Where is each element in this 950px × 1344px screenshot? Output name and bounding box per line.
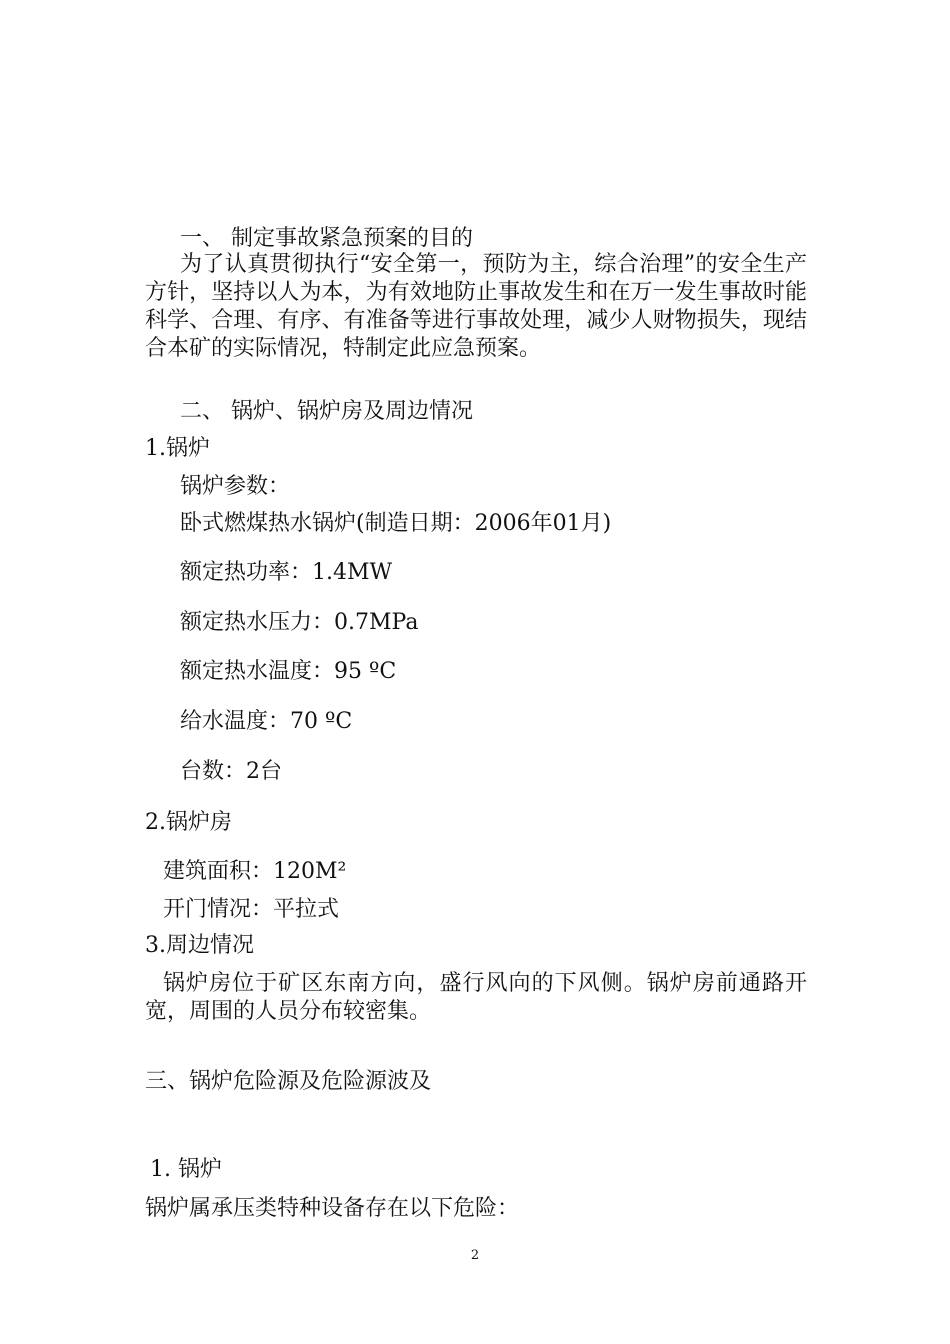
- surroundings-body: 锅炉房位于矿区东南方向，盛行风向的下风侧。锅炉房前通路开宽，周围的人员分布较密集。: [145, 971, 807, 1024]
- boiler-count: 台数：2台: [180, 759, 282, 784]
- section3-heading: 三、锅炉危险源及危险源波及: [145, 1069, 432, 1094]
- boiler-title: 1.锅炉: [145, 436, 210, 461]
- page-number: 2: [470, 1248, 480, 1263]
- boiler-room-area: 建筑面积：120M²: [163, 859, 347, 884]
- section3-subtitle: 1. 锅炉: [150, 1157, 222, 1182]
- section1-body: 为了认真贯彻执行“安全第一，预防为主，综合治理”的安全生产方针，坚持以人为本，为有效地防止事故发生和在万一发生事故时能科学、合理、有序、有准备等进行事故处理，减少人财物损失，现结合本矿的实际情况，特制定此应急预案。: [145, 252, 807, 361]
- boiler-power: 额定热功率：1.4MW: [180, 560, 393, 585]
- boiler-params-label: 锅炉参数：: [180, 474, 291, 499]
- section2-heading: 二、 锅炉、锅炉房及周边情况: [180, 399, 473, 424]
- boiler-pressure: 额定热水压力：0.7MPa: [180, 610, 419, 635]
- boiler-feed-temp: 给水温度：70 ºC: [180, 709, 353, 734]
- surroundings-title: 3.周边情况: [145, 933, 254, 958]
- section1-heading: 一、 制定事故紧急预案的目的: [180, 226, 473, 251]
- section3-body: 锅炉属承压类特种设备存在以下危险：: [145, 1196, 520, 1221]
- boiler-water-temp: 额定热水温度：95 ºC: [180, 659, 397, 684]
- boiler-room-title: 2.锅炉房: [145, 810, 232, 835]
- boiler-type: 卧式燃煤热水锅炉(制造日期：2006年01月): [180, 511, 612, 536]
- boiler-room-door: 开门情况：平拉式: [163, 897, 340, 922]
